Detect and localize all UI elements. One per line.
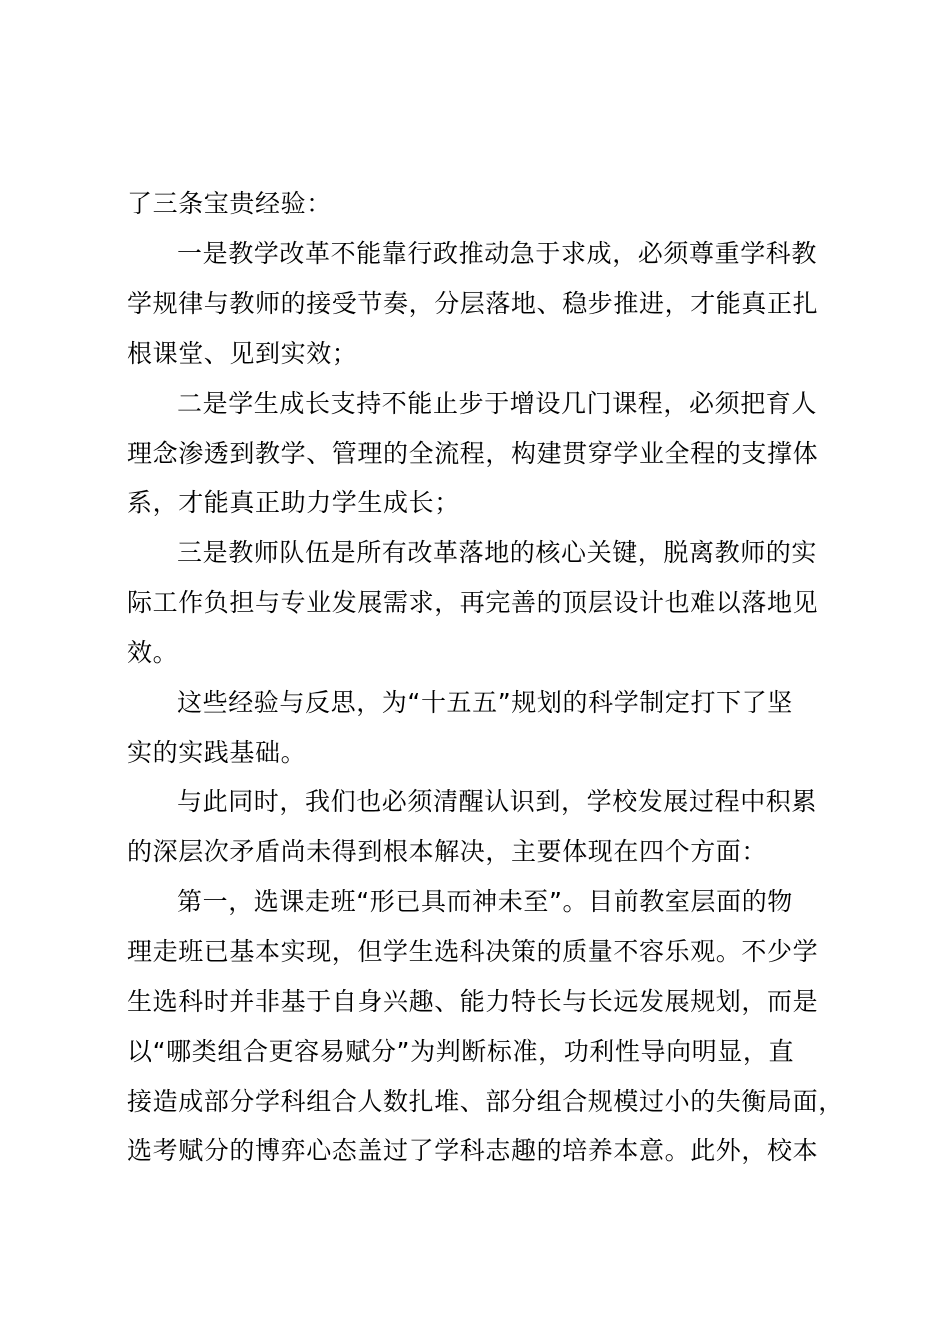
paragraph-first-line: 一是教学改革不能靠行政推动急于求成，必须尊重学科教 — [177, 239, 818, 268]
text-line: 的深层次矛盾尚未得到根本解决，主要体现在四个方面： — [127, 837, 768, 866]
text-line: 系，才能真正助力学生成长； — [127, 488, 460, 517]
text-line: 接造成部分学科组合人数扎堆、部分组合规模过小的失衡局面， — [127, 1087, 844, 1116]
paragraph-first-line: 与此同时，我们也必须清醒认识到，学校发展过程中积累 — [177, 787, 818, 816]
text-line: 理念渗透到教学、管理的全流程，构建贯穿学业全程的支撑体 — [127, 439, 819, 468]
paragraph-first-line: 这些经验与反思，为“十五五”规划的科学制定打下了坚 — [177, 688, 793, 717]
text-line: 以“哪类组合更容易赋分”为判断标准，功利性导向明显，直 — [127, 1037, 795, 1066]
text-line: 学规律与教师的接受节奏，分层落地、稳步推进，才能真正扎 — [127, 289, 819, 318]
paragraph-first-line: 三是教师队伍是所有改革落地的核心关键，脱离教师的实 — [177, 538, 818, 567]
text-line: 理走班已基本实现，但学生选科决策的质量不容乐观。不少学 — [127, 937, 819, 966]
text-line: 效。 — [127, 638, 179, 667]
paragraph-first-line: 二是学生成长支持不能止步于增设几门课程，必须把育人 — [177, 389, 818, 418]
text-line: 根课堂、见到实效； — [127, 339, 358, 368]
text-line: 了三条宝贵经验： — [127, 189, 332, 218]
text-line: 实的实践基础。 — [127, 738, 307, 767]
text-line: 生选科时并非基于自身兴趣、能力特长与长远发展规划，而是 — [127, 987, 819, 1016]
paragraph-first-line: 第一，选课走班“形已具而神未至”。目前教室层面的物 — [177, 887, 793, 916]
text-line: 际工作负担与专业发展需求，再完善的顶层设计也难以落地见 — [127, 588, 819, 617]
text-line: 选考赋分的博弈心态盖过了学科志趣的培养本意。此外，校本 — [127, 1136, 819, 1165]
